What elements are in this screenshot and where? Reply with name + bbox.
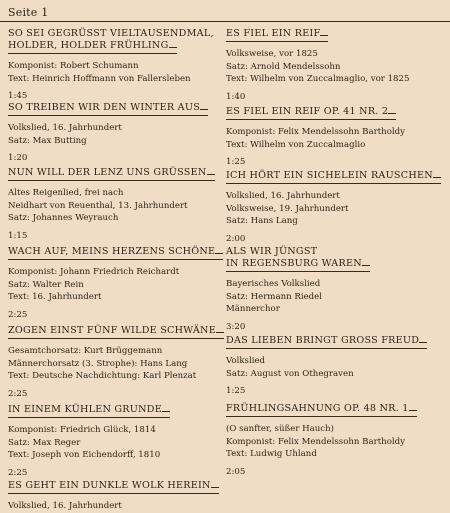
song-credits (8, 424, 170, 462)
song-credits (8, 122, 208, 147)
song-title (8, 102, 208, 116)
song-duration: 1:45 (8, 91, 28, 101)
song-title (226, 335, 427, 349)
song-entry (8, 404, 170, 479)
song-title-line: WACH AUF, MEINS HERZENS SCHÖNE (8, 246, 223, 260)
song-title (226, 246, 370, 272)
song-entry (226, 246, 370, 333)
song-title-line: ICH HÖRT EIN SICHELEIN RAUSCHEN (226, 170, 441, 184)
credit-line: Satz: August von Othegraven (226, 368, 354, 379)
song-credits (8, 60, 214, 85)
song-title (8, 167, 215, 181)
credit-line: Komponist: Friedrich Glück, 1814 (8, 425, 156, 435)
song-title-line: HOLDER, HOLDER FRÜHLING (8, 40, 177, 54)
credit-line: Text: Joseph von Eichendorff, 1810 (8, 450, 161, 460)
credit-line: Satz: Arnold Mendelssohn (226, 61, 341, 72)
song-title (8, 404, 170, 418)
song-title (226, 106, 405, 120)
song-duration: 2:00 (226, 233, 246, 244)
song-credits (226, 423, 417, 461)
credit-line: Komponist: Robert Schumann (8, 61, 139, 71)
song-credits (226, 355, 427, 380)
song-title-line: ZOGEN EINST FÜNF WILDE SCHWÄNE (8, 325, 224, 339)
credit-line: Komponist: Felix Mendelssohn Bartholdy (226, 436, 405, 447)
song-duration: 1:20 (8, 153, 28, 163)
song-entry (8, 325, 224, 400)
credit-line: Komponist: Felix Mendelssohn Bartholdy (226, 127, 405, 137)
song-title-line: NUN WILL DER LENZ UNS GRÜSSEN (8, 167, 215, 181)
song-duration: 3:20 (226, 321, 246, 332)
credit-line: Gesamtchorsatz: Kurt Brüggemann (8, 346, 163, 356)
song-duration: 2:25 (8, 388, 28, 399)
credit-line: Volkslied, 16. Jahrhundert (8, 123, 122, 133)
credit-line: Satz: Max Reger (8, 437, 81, 448)
credit-line: Volkslied, 16. Jahrhundert (226, 191, 340, 201)
song-entry (226, 106, 405, 168)
song-title-line: IN EINEM KÜHLEN GRUNDE (8, 404, 170, 418)
credit-line: Volkslied, 16. Jahrhundert (8, 501, 122, 511)
song-credits (8, 500, 219, 513)
song-credits (226, 126, 405, 151)
song-credits (226, 278, 370, 316)
song-entry (8, 28, 214, 102)
song-title (226, 28, 409, 42)
song-title-line: ES FIEL EIN REIF OP. 41 NR. 2 (226, 106, 396, 120)
credit-line: Neidhart von Reuenthal, 13. Jahrhundert (8, 200, 188, 211)
song-title-line: ES FIEL EIN REIF (226, 28, 328, 42)
song-title-line: IN REGENSBURG WAREN (226, 258, 370, 272)
credit-line: Text: Ludwig Uhland (226, 449, 317, 459)
song-title (226, 170, 441, 184)
credit-line: Text: Deutsche Nachdichtung: Karl Plenzat (8, 371, 197, 381)
song-title (8, 325, 224, 339)
song-entry (8, 246, 223, 321)
credit-line: Bayerisches Volkslied (226, 279, 321, 289)
side-label: Seite 1 (8, 6, 49, 19)
credit-line: Altes Reigenlied, frei nach (8, 188, 124, 198)
credit-line: Text: Wilhelm von Zuccalmaglio (226, 139, 366, 150)
song-title-line: FRÜHLINGSAHNUNG OP. 48 NR. 1 (226, 403, 417, 417)
song-credits (226, 48, 409, 86)
song-entry (226, 28, 409, 103)
credit-line: Volksweise, vor 1825 (226, 49, 318, 59)
credit-line: Komponist: Johann Friedrich Reichardt (8, 267, 180, 277)
song-entry (8, 480, 219, 513)
credit-line: Volkslied (226, 356, 266, 366)
song-duration: 1:25 (226, 386, 246, 396)
credit-line: Text: Heinrich Hoffmann von Fallersleben (8, 73, 191, 84)
song-title (8, 28, 214, 54)
credit-line: Männerchor (226, 304, 280, 314)
song-entry (226, 335, 427, 397)
song-title-line: SO SEI GEGRÜSST VIELTAUSENDMAL, (8, 28, 214, 39)
song-duration: 1:25 (226, 157, 246, 167)
song-title (226, 403, 417, 417)
credit-line: Satz: Johannes Weyrauch (8, 213, 119, 223)
song-title (8, 246, 223, 260)
song-duration: 2:25 (8, 309, 28, 320)
song-entry (226, 170, 441, 245)
credit-line: Satz: Walter Rein (8, 279, 84, 290)
song-title-line: ES GEHT EIN DUNKLE WOLK HEREIN (8, 480, 219, 494)
credit-line: Text: 16. Jahrhundert (8, 292, 102, 302)
song-title-line: ALS WIR JÜNGST (226, 246, 318, 257)
credit-line: Satz: Max Butting (8, 135, 87, 146)
song-duration: 1:40 (226, 91, 246, 102)
song-credits (8, 345, 224, 383)
credit-line: Satz: Hans Lang (226, 216, 298, 226)
song-duration: 2:05 (226, 466, 246, 477)
song-credits (8, 266, 223, 304)
song-entry (8, 102, 208, 164)
song-duration: 2:25 (8, 467, 28, 478)
top-divider (0, 21, 450, 22)
credit-line: Text: Wilhelm von Zuccalmaglio, vor 1825 (226, 74, 410, 84)
song-entry (8, 167, 215, 242)
song-title-line: SO TREIBEN WIR DEN WINTER AUS (8, 102, 208, 116)
song-duration: 1:15 (8, 230, 28, 241)
song-title-line: DAS LIEBEN BRINGT GROSS FREUD (226, 335, 427, 349)
song-credits (226, 190, 441, 228)
credit-line: Satz: Hermann Riedel (226, 291, 323, 302)
song-credits (8, 187, 215, 225)
credit-line: Männerchorsatz (3. Strophe): Hans Lang (8, 358, 188, 369)
song-entry (226, 403, 417, 478)
song-title (8, 480, 219, 494)
credit-line: Volksweise, 19. Jahrhundert (226, 203, 349, 214)
credit-line: (O sanfter, süßer Hauch) (226, 424, 335, 434)
